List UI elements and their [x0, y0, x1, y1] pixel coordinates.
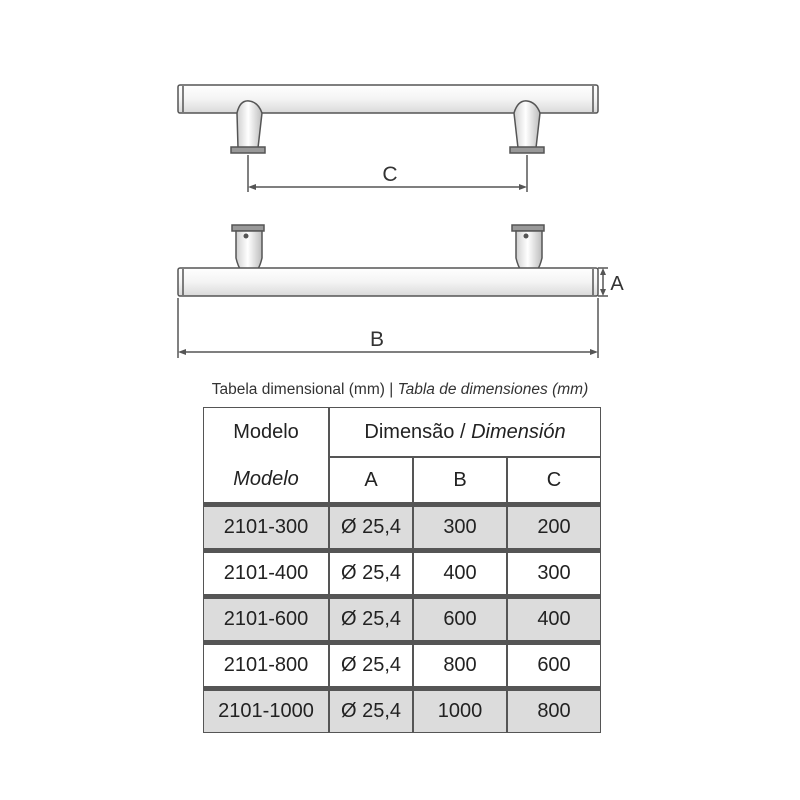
table-subheader-row — [203, 457, 601, 503]
top-view-right-base — [510, 147, 544, 153]
header-col-b: B — [413, 457, 507, 503]
caption-separator: | — [389, 381, 394, 398]
cell-b: 800 — [413, 641, 507, 687]
cell-a: Ø 25,4 — [329, 641, 413, 687]
cell-model: 2101-400 — [203, 549, 329, 595]
cell-model: 2101-800 — [203, 641, 329, 687]
header-col-c: C — [507, 457, 601, 503]
cell-c: 300 — [507, 549, 601, 595]
header-model-pt: Modelo — [203, 407, 329, 457]
top-view-left-post — [237, 101, 262, 148]
cell-b: 600 — [413, 595, 507, 641]
handle-technical-drawing — [0, 0, 800, 380]
table-row — [203, 503, 601, 549]
cell-c: 800 — [507, 687, 601, 733]
header-dimension-pt: Dimensão / — [364, 420, 466, 443]
cell-a: Ø 25,4 — [329, 687, 413, 733]
cell-a: Ø 25,4 — [329, 549, 413, 595]
table-row — [203, 595, 601, 641]
table-row — [203, 549, 601, 595]
side-view-right-base — [512, 225, 544, 231]
side-view — [178, 225, 608, 358]
top-view-left-base — [231, 147, 265, 153]
header-model-es: Modelo — [203, 457, 329, 503]
header-dimension — [329, 407, 601, 457]
dimension-c-label: C — [382, 163, 398, 186]
table-header-row — [203, 407, 601, 457]
cell-model: 2101-300 — [203, 503, 329, 549]
side-view-bar — [178, 268, 598, 296]
cell-b: 400 — [413, 549, 507, 595]
cell-c: 600 — [507, 641, 601, 687]
caption-es: Tabla de dimensiones (mm) — [397, 381, 589, 398]
dimensions-table — [203, 407, 601, 733]
cell-a: Ø 25,4 — [329, 503, 413, 549]
caption-pt: Tabela dimensional (mm) — [211, 381, 385, 398]
cell-c: 400 — [507, 595, 601, 641]
cell-model: 2101-600 — [203, 595, 329, 641]
top-view-right-post — [514, 101, 540, 148]
dimension-b-label: B — [369, 328, 385, 351]
table-caption — [0, 381, 800, 399]
cell-a: Ø 25,4 — [329, 595, 413, 641]
table-row — [203, 687, 601, 733]
cell-model: 2101-1000 — [203, 687, 329, 733]
side-view-left-base — [232, 225, 264, 231]
header-dimension-es: Dimensión — [471, 420, 566, 443]
cell-b: 300 — [413, 503, 507, 549]
cell-c: 200 — [507, 503, 601, 549]
table-row — [203, 641, 601, 687]
dimension-a-label: A — [610, 273, 624, 295]
header-col-a: A — [329, 457, 413, 503]
cell-b: 1000 — [413, 687, 507, 733]
